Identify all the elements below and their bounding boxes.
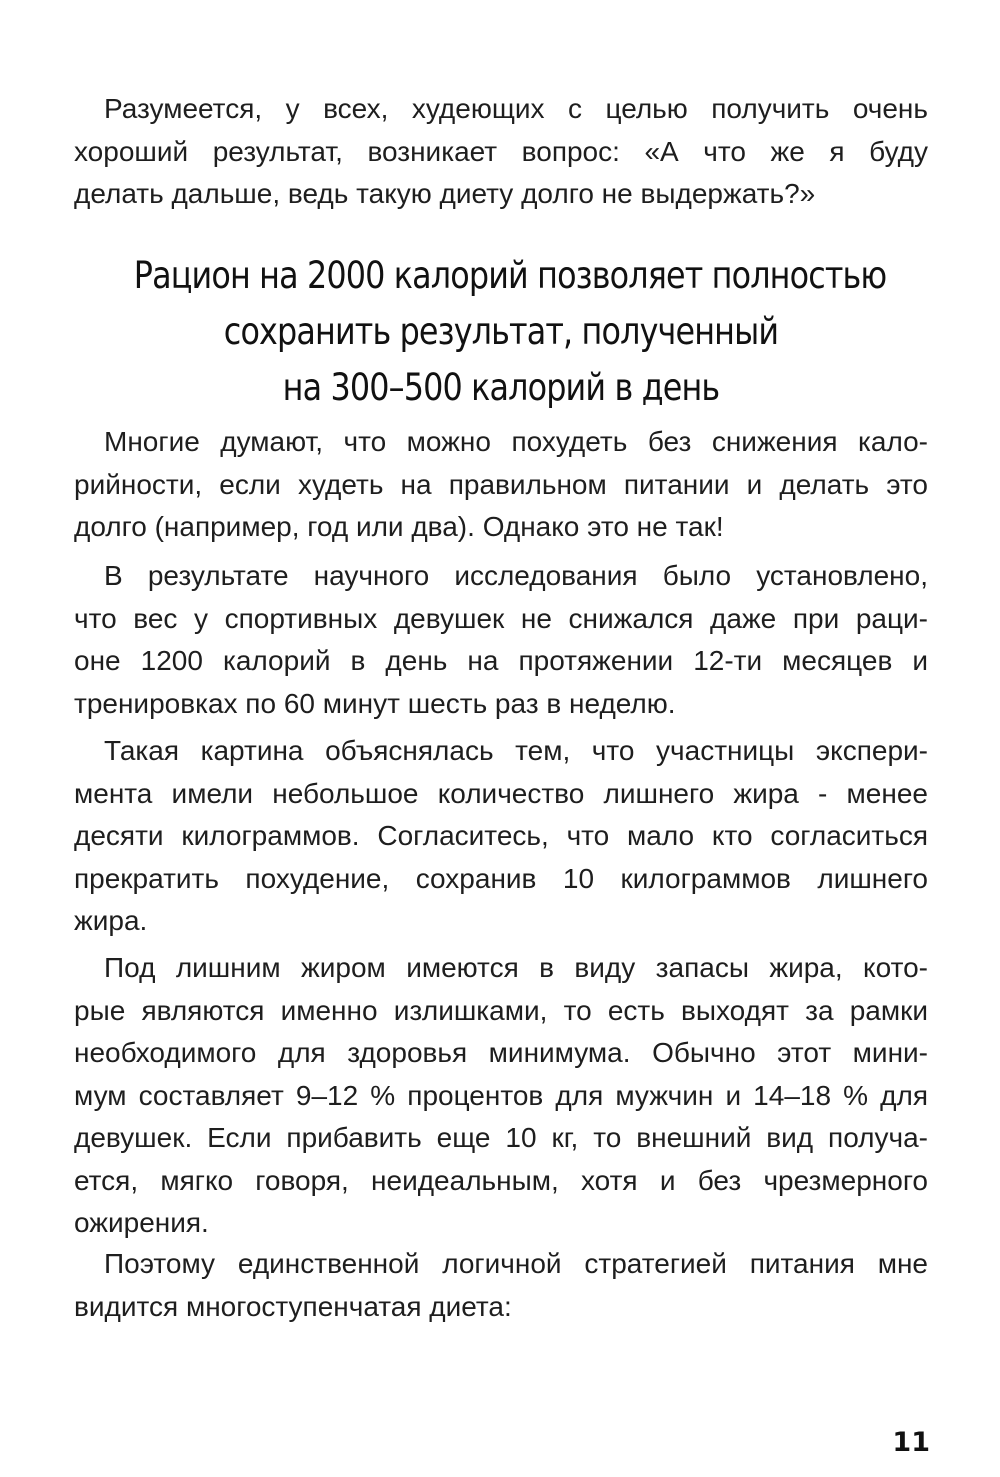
paragraph-3 — [74, 730, 928, 943]
text-line: В результате научного исследования было установлено, — [104, 560, 928, 591]
text-line: жира. — [74, 905, 148, 936]
heading-line: сохранить результат, полученный — [223, 310, 779, 353]
paragraph-2 — [74, 555, 928, 725]
text-line: десяти килограммов. Согласитесь, что мало кто согласиться — [74, 820, 928, 851]
text-line: оне 1200 калорий в день на протяжении 12-ти месяцев и — [74, 645, 928, 676]
text-line: Такая картина объяснялась тем, что участницы экспери- — [104, 735, 928, 766]
text-line: прекратить похудение, сохранив 10 килограммов лишнего — [74, 862, 928, 894]
text-line: делать дальше, ведь такую диету долго не выдержать?» — [74, 178, 816, 209]
paragraph-5 — [74, 1243, 928, 1328]
text-line: необходимого для здоровья минимума. Обычно этот мини- — [74, 1037, 928, 1068]
heading-line: Рацион на 2000 калорий позволяет полностью — [133, 254, 887, 297]
section-heading — [133, 248, 887, 416]
text-line: Под лишним жиром имеются в виду запасы жира, кото- — [104, 952, 928, 983]
text-line: мум составляет 9–12 % процентов для мужчин и 14–18 % для — [74, 1079, 928, 1111]
text-line: мента имели небольшое количество лишнего жира - менее — [74, 777, 928, 809]
text-line: Разумеется, у всех, худеющих с целью получить очень — [104, 93, 928, 124]
text-line: рые являются именно излишками, то есть выходят за рамки — [74, 994, 928, 1026]
page-number: 11 — [892, 1427, 930, 1458]
text-line: Многие думают, что можно похудеть без снижения кало- — [104, 426, 928, 457]
text-line: тренировках по 60 минут шесть раз в неделю. — [74, 687, 676, 719]
text-line: видится многоступенчатая диета: — [74, 1290, 512, 1322]
text-line: что вес у спортивных девушек не снижался даже при раци- — [74, 602, 928, 634]
text-line: ожирения. — [74, 1207, 209, 1238]
text-line: ется, мягко говоря, неидеальным, хотя и без чрезмерного — [74, 1164, 928, 1196]
heading-line: на 300–500 калорий в день — [282, 366, 720, 409]
text-line: хороший результат, возникает вопрос: «А что же я буду — [74, 135, 928, 167]
paragraph-4 — [74, 947, 928, 1245]
paragraph-1 — [74, 421, 928, 549]
text-line: Поэтому единственной логичной стратегией питания мне — [104, 1248, 928, 1279]
text-line: девушек. Если прибавить еще 10 кг, то внешний вид получа- — [74, 1122, 928, 1153]
text-line: долго (например, год или два). Однако это не так! — [74, 511, 724, 542]
intro-paragraph — [74, 88, 928, 216]
text-line: рийности, если худеть на правильном питании и делать это — [74, 468, 928, 500]
